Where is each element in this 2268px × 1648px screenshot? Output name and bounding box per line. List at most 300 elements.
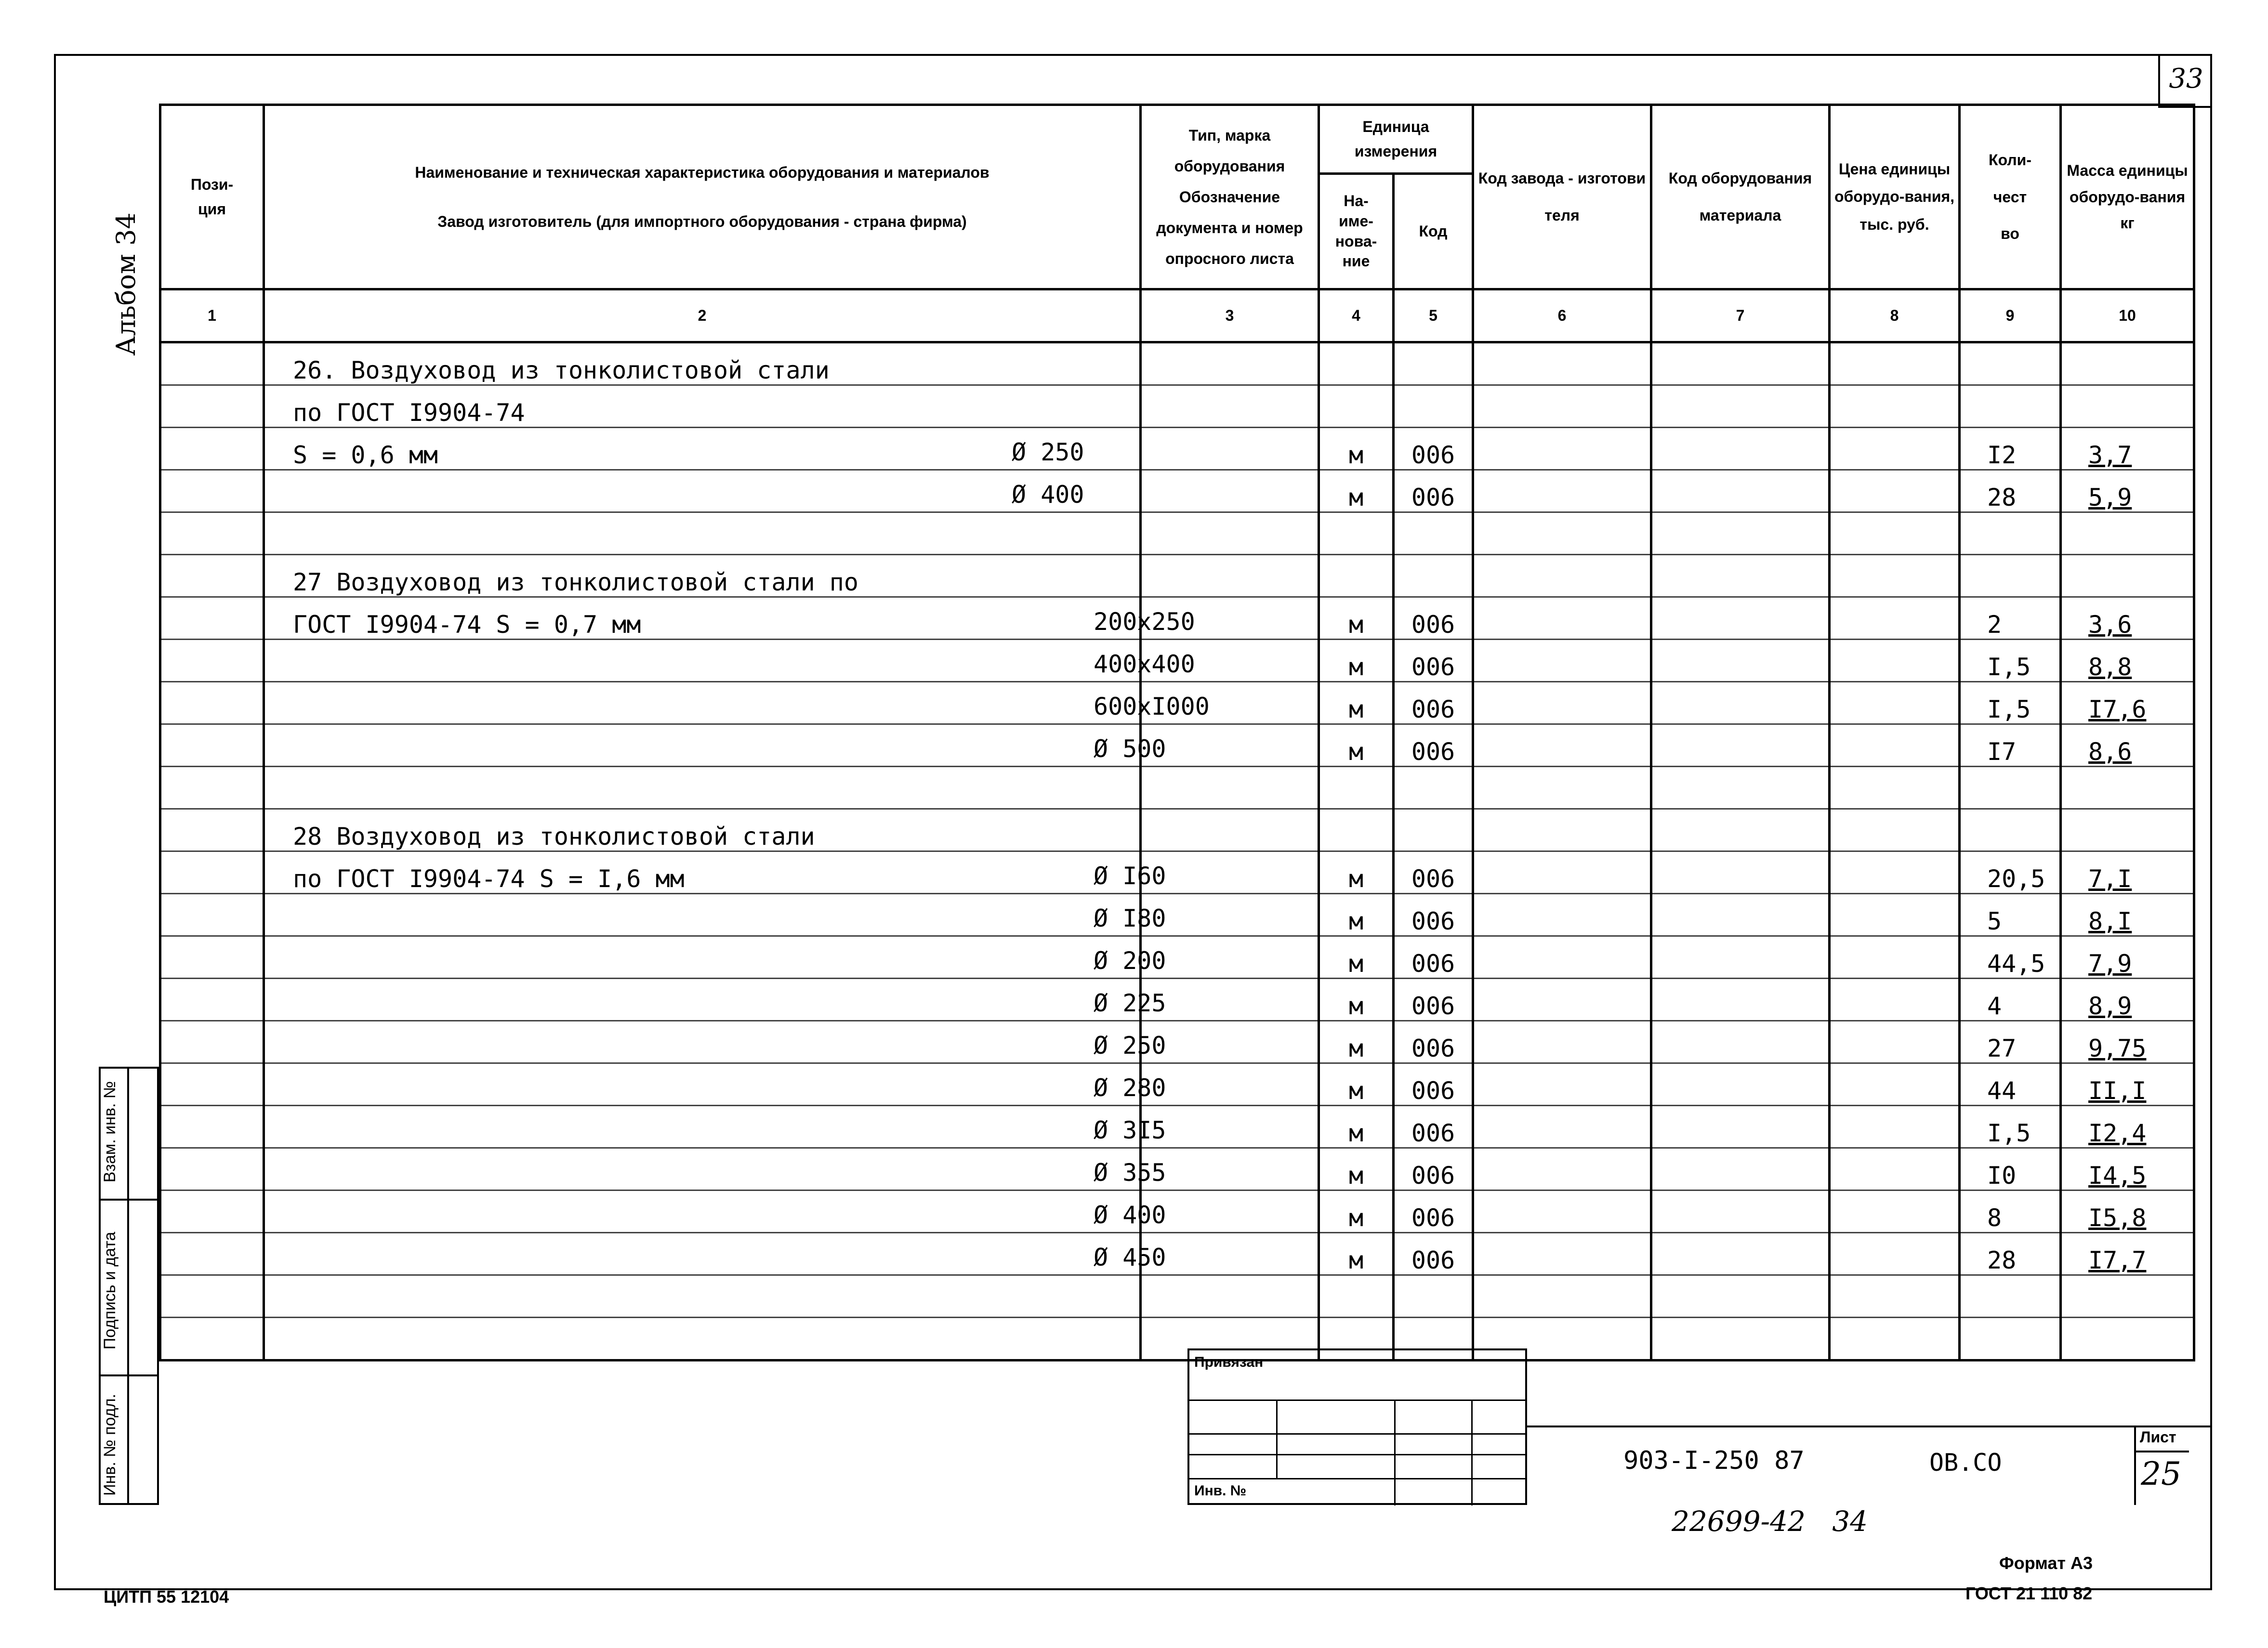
- row-plant-code: [1473, 512, 1651, 555]
- row-dimension: Ø I60: [1094, 862, 1166, 890]
- row-unit-name: м: [1319, 682, 1394, 724]
- table-row: [160, 1148, 2194, 1190]
- column-number: 2: [264, 289, 1141, 342]
- side-stamp-divider: [127, 1069, 129, 1503]
- table-row: [160, 1063, 2194, 1106]
- binding-stamp: [1187, 1348, 1527, 1505]
- sheet-number: 25: [2141, 1455, 2181, 1492]
- row-position: [160, 470, 264, 512]
- row-price: [1830, 1233, 1960, 1275]
- row-quantity: [1960, 342, 2061, 385]
- row-equipment-code: [1651, 894, 1830, 936]
- row-position: [160, 640, 264, 682]
- row-quantity: 28: [1960, 470, 2061, 512]
- row-mass: [2061, 1318, 2194, 1360]
- table-row: [160, 1106, 2194, 1148]
- row-equipment-code: [1651, 936, 1830, 979]
- row-quantity: [1960, 555, 2061, 597]
- row-description: [264, 1318, 1141, 1360]
- row-equipment-code: [1651, 1233, 1830, 1275]
- sign-date-label: Подпись и дата: [101, 1231, 119, 1350]
- row-unit-code: [1394, 555, 1473, 597]
- header-row: [160, 105, 2194, 174]
- row-dimension: Ø 3I5: [1094, 1116, 1166, 1144]
- row-unit-name: м: [1319, 470, 1394, 512]
- table-row: [160, 767, 2194, 809]
- stamp-divider: [1394, 1399, 1396, 1505]
- row-position: [160, 1233, 264, 1275]
- row-description-text: S = 0,6 мм: [293, 441, 438, 469]
- row-position: [160, 1106, 264, 1148]
- row-mass: I4,5: [2061, 1148, 2194, 1190]
- row-description: [264, 428, 1141, 470]
- row-price: [1830, 1106, 1960, 1148]
- row-unit-code: 006: [1394, 597, 1473, 640]
- row-description: [264, 1021, 1166, 1063]
- stamp-rule: [1189, 1454, 1525, 1455]
- row-type: [1141, 767, 1319, 809]
- row-plant-code: [1473, 724, 1651, 767]
- row-type: [1141, 342, 1319, 385]
- row-description-text: ГОСТ I9904-74 S = 0,7 мм: [293, 611, 641, 639]
- row-unit-name: [1319, 342, 1394, 385]
- row-position: [160, 385, 264, 428]
- row-unit-code: 006: [1394, 1148, 1473, 1190]
- row-price: [1830, 1275, 1960, 1318]
- stamp-divider: [1471, 1399, 1473, 1505]
- row-description: [264, 1106, 1166, 1148]
- row-equipment-code: [1651, 385, 1830, 428]
- row-position: [160, 428, 264, 470]
- column-number: 10: [2061, 289, 2194, 342]
- row-position: [160, 936, 264, 979]
- row-description: [264, 936, 1166, 979]
- row-plant-code: [1473, 640, 1651, 682]
- row-unit-name: [1319, 512, 1394, 555]
- table-row: [160, 682, 2194, 724]
- row-type: [1141, 809, 1319, 851]
- table-row: [160, 1318, 2194, 1360]
- header-unit-code: Код: [1394, 174, 1473, 289]
- row-quantity: I2: [1960, 428, 2061, 470]
- row-type: [1141, 428, 1319, 470]
- table-row: [160, 1190, 2194, 1233]
- table-row: [160, 1233, 2194, 1275]
- row-plant-code: [1473, 470, 1651, 512]
- row-position: [160, 894, 264, 936]
- row-description: [264, 682, 1210, 724]
- row-quantity: 44: [1960, 1063, 2061, 1106]
- row-type: [1141, 555, 1319, 597]
- row-unit-code: 006: [1394, 724, 1473, 767]
- row-unit-code: [1394, 809, 1473, 851]
- row-price: [1830, 724, 1960, 767]
- row-type: [1141, 894, 1319, 936]
- row-mass: [2061, 809, 2194, 851]
- row-description-text: по ГОСТ I9904-74 S = I,6 мм: [293, 865, 685, 893]
- row-price: [1830, 385, 1960, 428]
- column-number-row: [160, 289, 2194, 342]
- row-plant-code: [1473, 597, 1651, 640]
- row-mass: I7,6: [2061, 682, 2194, 724]
- row-unit-name: м: [1319, 936, 1394, 979]
- row-position: [160, 1190, 264, 1233]
- row-position: [160, 512, 264, 555]
- row-plant-code: [1473, 767, 1651, 809]
- row-unit-name: м: [1319, 851, 1394, 894]
- row-unit-code: 006: [1394, 1063, 1473, 1106]
- row-dimension: Ø I80: [1094, 904, 1166, 932]
- corner-sheet-number: 33: [2158, 54, 2212, 108]
- row-position: [160, 682, 264, 724]
- row-dimension: 400х400: [1094, 650, 1195, 678]
- table-row: [160, 470, 2194, 512]
- table-row: [160, 385, 2194, 428]
- title-block-rule: [1527, 1426, 2212, 1427]
- row-description-text: по ГОСТ I9904-74: [293, 399, 525, 427]
- table-row: [160, 428, 2194, 470]
- table-row: [160, 640, 2194, 682]
- row-unit-code: 006: [1394, 682, 1473, 724]
- row-position: [160, 1148, 264, 1190]
- row-unit-code: [1394, 1275, 1473, 1318]
- row-mass: 9,75: [2061, 1021, 2194, 1063]
- row-mass: 8,I: [2061, 894, 2194, 936]
- table-row: [160, 597, 2194, 640]
- row-mass: 8,9: [2061, 979, 2194, 1021]
- row-unit-code: 006: [1394, 936, 1473, 979]
- side-stamp-rule: [101, 1374, 157, 1376]
- bound-label: Привязан: [1194, 1354, 1264, 1370]
- row-equipment-code: [1651, 809, 1830, 851]
- row-unit-name: м: [1319, 894, 1394, 936]
- row-dimension: Ø 250: [1094, 1032, 1166, 1059]
- row-mass: I7,7: [2061, 1233, 2194, 1275]
- row-unit-name: м: [1319, 979, 1394, 1021]
- row-type: [1141, 1021, 1319, 1063]
- row-quantity: [1960, 1318, 2061, 1360]
- row-mass: I2,4: [2061, 1106, 2194, 1148]
- sheet-box: [2134, 1426, 2187, 1505]
- row-equipment-code: [1651, 555, 1830, 597]
- row-equipment-code: [1651, 1021, 1830, 1063]
- row-position: [160, 1063, 264, 1106]
- row-mass: 7,I: [2061, 851, 2194, 894]
- row-unit-name: [1319, 555, 1394, 597]
- row-quantity: I0: [1960, 1148, 2061, 1190]
- row-mass: [2061, 1275, 2194, 1318]
- row-equipment-code: [1651, 428, 1830, 470]
- column-number: 4: [1319, 289, 1394, 342]
- row-plant-code: [1473, 1106, 1651, 1148]
- row-equipment-code: [1651, 597, 1830, 640]
- row-position: [160, 1275, 264, 1318]
- row-unit-code: 006: [1394, 470, 1473, 512]
- row-position: [160, 767, 264, 809]
- row-dimension: Ø 200: [1094, 947, 1166, 975]
- row-unit-name: [1319, 385, 1394, 428]
- row-price: [1830, 1148, 1960, 1190]
- row-description: [264, 640, 1195, 682]
- row-description: [264, 979, 1166, 1021]
- specification-table: [159, 104, 2195, 1361]
- stamp-rule: [1189, 1399, 1525, 1401]
- row-quantity: [1960, 1275, 2061, 1318]
- row-position: [160, 1021, 264, 1063]
- gost-label: ГОСТ 21 110 82: [1965, 1583, 2093, 1603]
- row-mass: I5,8: [2061, 1190, 2194, 1233]
- row-position: [160, 342, 264, 385]
- row-price: [1830, 428, 1960, 470]
- row-unit-name: м: [1319, 1021, 1394, 1063]
- table-row: [160, 979, 2194, 1021]
- header-unit: Единица измерения: [1319, 105, 1473, 174]
- row-equipment-code: [1651, 767, 1830, 809]
- row-price: [1830, 1318, 1960, 1360]
- row-plant-code: [1473, 1190, 1651, 1233]
- row-mass: II,I: [2061, 1063, 2194, 1106]
- table-row: [160, 851, 2194, 894]
- row-unit-code: 006: [1394, 894, 1473, 936]
- column-number: 5: [1394, 289, 1473, 342]
- row-dimension: Ø 250: [1012, 438, 1084, 466]
- row-price: [1830, 809, 1960, 851]
- row-equipment-code: [1651, 1148, 1830, 1190]
- row-dimension: Ø 400: [1012, 481, 1084, 509]
- row-mass: 7,9: [2061, 936, 2194, 979]
- table-row: [160, 894, 2194, 936]
- row-equipment-code: [1651, 979, 1830, 1021]
- row-quantity: 44,5: [1960, 936, 2061, 979]
- row-dimension: 600хI000: [1094, 693, 1210, 720]
- sheet-code: ОВ.СО: [1929, 1449, 2002, 1477]
- row-type: [1141, 1063, 1319, 1106]
- document-code: 903-I-250 87: [1623, 1446, 1805, 1475]
- header-unit-name: На- име- нова- ние: [1319, 174, 1394, 289]
- row-unit-code: [1394, 512, 1473, 555]
- row-quantity: 5: [1960, 894, 2061, 936]
- row-description: [264, 1233, 1166, 1275]
- row-description: [264, 597, 1195, 640]
- header-price: Цена единицы оборудо-вания, тыс. руб.: [1830, 105, 1960, 289]
- row-quantity: I,5: [1960, 682, 2061, 724]
- row-unit-name: [1319, 767, 1394, 809]
- row-mass: [2061, 512, 2194, 555]
- row-plant-code: [1473, 851, 1651, 894]
- inv-no-label: Инв. №: [1194, 1483, 1247, 1499]
- inv-original-label: Инв. № подл.: [101, 1394, 119, 1496]
- row-equipment-code: [1651, 1063, 1830, 1106]
- row-type: [1141, 936, 1319, 979]
- row-dimension: Ø 280: [1094, 1074, 1166, 1102]
- header-type: Тип, марка оборудования Обозначение документа и номер опросного листа: [1141, 105, 1319, 289]
- row-position: [160, 809, 264, 851]
- album-label: Альбом 34: [111, 212, 141, 356]
- row-unit-name: м: [1319, 1106, 1394, 1148]
- row-plant-code: [1473, 894, 1651, 936]
- row-quantity: I7: [1960, 724, 2061, 767]
- row-description: [264, 809, 1141, 851]
- row-unit-name: м: [1319, 640, 1394, 682]
- row-description: [264, 851, 1166, 894]
- row-plant-code: [1473, 555, 1651, 597]
- row-unit-code: [1394, 385, 1473, 428]
- row-description: [264, 767, 1141, 809]
- row-description-text: 27 Воздуховод из тонколистовой стали по: [293, 568, 858, 596]
- row-mass: 3,7: [2061, 428, 2194, 470]
- row-unit-name: м: [1319, 1148, 1394, 1190]
- row-unit-name: м: [1319, 1190, 1394, 1233]
- row-description: [264, 470, 1141, 512]
- column-number: 9: [1960, 289, 2061, 342]
- row-quantity: 27: [1960, 1021, 2061, 1063]
- row-unit-code: 006: [1394, 1021, 1473, 1063]
- row-quantity: 8: [1960, 1190, 2061, 1233]
- row-mass: 8,6: [2061, 724, 2194, 767]
- row-dimension: Ø 225: [1094, 989, 1166, 1017]
- row-plant-code: [1473, 682, 1651, 724]
- table-row: [160, 1275, 2194, 1318]
- row-dimension: Ø 500: [1094, 735, 1166, 763]
- row-mass: [2061, 342, 2194, 385]
- stamp-divider: [1276, 1399, 1278, 1478]
- row-unit-name: [1319, 1275, 1394, 1318]
- row-unit-name: м: [1319, 724, 1394, 767]
- row-price: [1830, 1063, 1960, 1106]
- row-equipment-code: [1651, 512, 1830, 555]
- row-equipment-code: [1651, 682, 1830, 724]
- row-dimension: Ø 400: [1094, 1201, 1166, 1229]
- row-price: [1830, 682, 1960, 724]
- row-position: [160, 851, 264, 894]
- row-description-text: 28 Воздуховод из тонколистовой стали: [293, 823, 815, 850]
- row-price: [1830, 555, 1960, 597]
- header-mass: Масса единицы оборудо-вания кг: [2061, 105, 2194, 289]
- table-row: [160, 724, 2194, 767]
- row-description: [264, 555, 1141, 597]
- table-row: [160, 342, 2194, 385]
- row-description: [264, 1190, 1166, 1233]
- row-unit-code: 006: [1394, 1106, 1473, 1148]
- row-position: [160, 724, 264, 767]
- row-dimension: Ø 450: [1094, 1243, 1166, 1271]
- row-dimension: 200х250: [1094, 608, 1195, 636]
- row-plant-code: [1473, 342, 1651, 385]
- row-unit-code: 006: [1394, 851, 1473, 894]
- row-price: [1830, 640, 1960, 682]
- row-type: [1141, 1106, 1319, 1148]
- row-equipment-code: [1651, 724, 1830, 767]
- table-row: [160, 512, 2194, 555]
- row-equipment-code: [1651, 342, 1830, 385]
- column-number: 7: [1651, 289, 1830, 342]
- sheet-label: Лист: [2140, 1428, 2176, 1446]
- format-label: Формат А3: [1999, 1553, 2093, 1573]
- row-quantity: 20,5: [1960, 851, 2061, 894]
- row-quantity: I,5: [1960, 640, 2061, 682]
- row-unit-code: 006: [1394, 1233, 1473, 1275]
- row-description: [264, 1148, 1166, 1190]
- row-mass: 5,9: [2061, 470, 2194, 512]
- row-description: [264, 512, 1141, 555]
- row-plant-code: [1473, 1021, 1651, 1063]
- row-mass: [2061, 767, 2194, 809]
- row-price: [1830, 470, 1960, 512]
- row-quantity: 4: [1960, 979, 2061, 1021]
- row-equipment-code: [1651, 1106, 1830, 1148]
- row-unit-code: 006: [1394, 1190, 1473, 1233]
- row-equipment-code: [1651, 1190, 1830, 1233]
- handwritten-number: 22699-42 34: [1672, 1505, 1868, 1538]
- row-unit-name: м: [1319, 597, 1394, 640]
- stamp-rule: [1189, 1433, 1525, 1435]
- stamp-rule: [1189, 1478, 1525, 1479]
- row-mass: [2061, 385, 2194, 428]
- row-unit-name: м: [1319, 1063, 1394, 1106]
- row-position: [160, 1318, 264, 1360]
- row-position: [160, 555, 264, 597]
- row-price: [1830, 1021, 1960, 1063]
- row-unit-code: [1394, 342, 1473, 385]
- row-unit-name: м: [1319, 428, 1394, 470]
- row-price: [1830, 936, 1960, 979]
- row-description: [264, 894, 1166, 936]
- row-plant-code: [1473, 1063, 1651, 1106]
- sheet-box-rule: [2136, 1451, 2189, 1452]
- header-equipment-code: Код оборудования материала: [1651, 105, 1830, 289]
- row-equipment-code: [1651, 470, 1830, 512]
- row-type: [1141, 1148, 1319, 1190]
- row-price: [1830, 342, 1960, 385]
- header-name: Наименование и техническая характеристика оборудования и материалов Завод изготовитель (для импортного оборудования - страна фирма): [264, 105, 1141, 289]
- row-type: [1141, 1190, 1319, 1233]
- row-unit-code: 006: [1394, 428, 1473, 470]
- row-plant-code: [1473, 936, 1651, 979]
- row-dimension: Ø 355: [1094, 1159, 1166, 1187]
- row-mass: 8,8: [2061, 640, 2194, 682]
- row-equipment-code: [1651, 1318, 1830, 1360]
- row-mass: 3,6: [2061, 597, 2194, 640]
- header-position: Пози- ция: [160, 105, 264, 289]
- row-unit-code: 006: [1394, 640, 1473, 682]
- row-plant-code: [1473, 428, 1651, 470]
- row-plant-code: [1473, 1275, 1651, 1318]
- row-unit-code: 006: [1394, 979, 1473, 1021]
- row-quantity: [1960, 809, 2061, 851]
- row-unit-name: м: [1319, 1233, 1394, 1275]
- column-number: 1: [160, 289, 264, 342]
- row-mass: [2061, 555, 2194, 597]
- row-type: [1141, 470, 1319, 512]
- row-plant-code: [1473, 1233, 1651, 1275]
- row-type: [1141, 1275, 1319, 1318]
- row-quantity: 28: [1960, 1233, 2061, 1275]
- column-number: 8: [1830, 289, 1960, 342]
- table-row: [160, 1021, 2194, 1063]
- row-plant-code: [1473, 385, 1651, 428]
- row-equipment-code: [1651, 851, 1830, 894]
- row-description: [264, 342, 1141, 385]
- row-price: [1830, 1190, 1960, 1233]
- row-quantity: [1960, 512, 2061, 555]
- row-quantity: I,5: [1960, 1106, 2061, 1148]
- header-quantity: Коли- чест во: [1960, 105, 2061, 289]
- inv-replace-label: Взам. инв. №: [101, 1081, 119, 1183]
- row-plant-code: [1473, 809, 1651, 851]
- table-row: [160, 809, 2194, 851]
- row-description-text: 26. Воздуховод из тонколистовой стали: [293, 356, 830, 384]
- row-type: [1141, 512, 1319, 555]
